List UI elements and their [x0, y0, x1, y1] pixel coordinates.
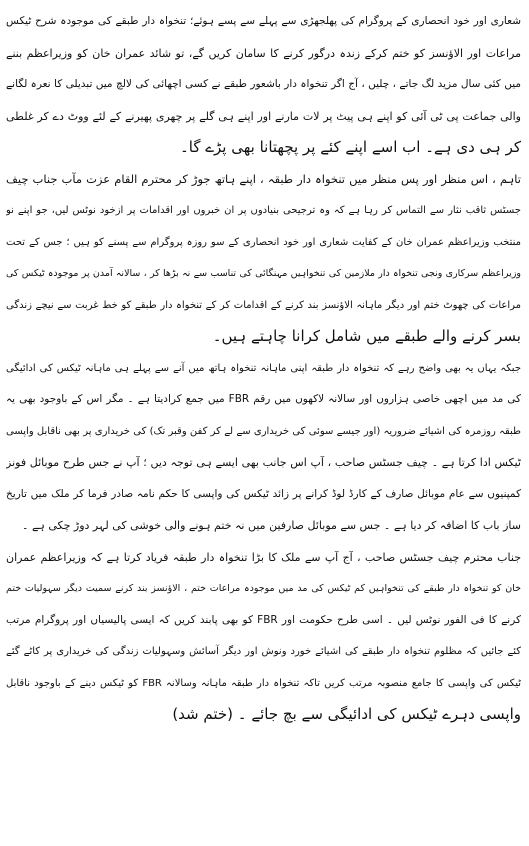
text-line: تاہم ، اس منظر اور پس منظر میں تنخواہ دار طبقہ ، اپنے ہاتھ جوڑ کر محترم القام عزت مآب جناب چیف — [6, 171, 521, 186]
text-line: بسر کرنے والے طبقے میں شامل کرانا چاہتے ہیں۔ — [212, 327, 521, 345]
text-line: کئے جائیں کہ مظلوم تنخواہ دار طبقے کی اشیائے خورد ونوش اور دیگر آسائش وسہولیات زندگی کی خریداری پر کاٹے گئے — [6, 646, 521, 657]
text-line: ٹیکس ادا کرتا ہے ۔ چیف جسٹس صاحب ، آپ اس جانب بھی ایسے ہی توجہ دیں ؛ آپ نے جس طرح موبائل فونز — [6, 456, 521, 469]
text-line: طبقہ روزمرہ کی اشیائے ضروریہ (اور جیسے سوئی کی خریداری سے لے کر کفن وقبر تک) کی خریداری پر بھی ناقابل واپسی — [6, 425, 521, 437]
text-line: مراعات کی چھوٹ ختم اور دیگر ماہانہ الاؤنسز بند کرنے کے اقدامات کر کے تنخواہ دار طبقے کو خط غربت سے نیچے زندگی — [6, 299, 521, 311]
text-line: جبکہ یہاں یہ بھی واضح رہے کہ تنخواہ دار طبقہ اپنی ماہانہ تنخواہ ہاتھ میں آنے سے پہلے ہی ماہانہ ٹیکس کی ادائیگی — [6, 362, 521, 374]
text-line: ساز باب کا اضافہ کر دیا ہے ۔ جس سے موبائل صارفین میں نہ ختم ہونے والی خوشی کی لہر دوڑ چکی ہے ۔ — [22, 519, 521, 532]
text-line: جناب محترم چیف جسٹس صاحب ، آج آپ سے ملک کا بڑا تنخواہ دار طبقہ فریاد کرتا ہے کہ وزیراعظم عمران — [6, 550, 521, 564]
text-line: جسٹس ثاقب نثار سے التماس کر رہا ہے کہ وہ ترجیحی بنیادوں پر ان خبروں اور اقدامات پر ازخود نوٹس لیں، جو اپنے نو — [6, 205, 521, 216]
article-paragraph-1 — [6, 6, 521, 164]
text-line: مراعات اور الاؤنسز کو ختم کرکے زندہ درگور کرنے کا سامان کریں گے، تو شائد عمران خان کو وزیراعظم بننے — [6, 46, 521, 60]
article-paragraph-3 — [6, 353, 521, 542]
article-paragraph-2 — [6, 164, 521, 353]
text-line: وزیراعظم سرکاری ونجی تنخواہ دار ملازمین کی تنخواہیں مہنگائی کی تناسب سے نہ بڑھا کر ، سالانہ آمدن پر موجودہ ٹیکس کی — [6, 268, 521, 279]
text-line: منتخب وزیراعظم عمران خان کے کفایت شعاری اور خود انحصاری کے سو روزہ پروگرام سے پسنے کو ہیں ؛ جس کے تحت — [6, 236, 521, 248]
text-line: ٹیکس کی واپسی کا جامع منصوبہ مرتب کریں تاکہ تنخواہ دار طبقہ ماہانہ وسالانہ FBR کو ٹیکس دینے کے باوجود ناقابل — [6, 677, 521, 689]
article-paragraph-4 — [6, 542, 521, 731]
text-line: کی مد میں اچھی خاصی ہزاروں اور سالانہ لاکھوں میں رقم FBR میں جمع کرادیتا ہے ۔ مگر اس کے باوجود بھی یہ — [6, 393, 521, 405]
text-line: خان کو تنخواہ دار طبقے کی تنخواہیں کم ٹیکس کی مد میں موجودہ مراعات ختم ، الاؤنسز بند کرنے سمیت دیگر سہولیات ختم — [6, 583, 521, 594]
text-line: میں کئی سال مزید لگ جاتے ، چلیں ، آج اگر تنخواہ دار باشعور طبقے نے کسی اچھائی کی لالچ میں تبدیلی کا نعرہ لگانے — [6, 78, 521, 90]
text-line: کمپنیوں سے عام موبائل صارف کے کارڈ لوڈ کرانے پر زائد ٹیکس کی واپسی کا حکم نامہ صادر فرما کر ملک میں تاریخ — [6, 487, 521, 500]
text-line: کر ہی دی ہے۔ اب اسے اپنے کئے پر پچھتانا بھی پڑے گا۔ — [179, 138, 521, 156]
text-line: شعاری اور خود انحصاری کے پروگرام کی پھلجھڑی سے پہلے سے پسے ہوئے؛ تنخواہ دار طبقے کی موجودہ شرح ٹیکس — [6, 15, 521, 27]
text-line: والی جماعت پی ٹی آئی کو اپنے ہی پیٹ پر لات مارنے اور اپنے ہی گلے پر چھری پھیرنے کے لئے ووٹ دے کر غلطی — [6, 109, 521, 123]
text-line: واپسی دہرے ٹیکس کی ادائیگی سے بچ جائے ۔ (ختم شد) — [172, 705, 521, 723]
text-line: کرنے کا فی الفور نوٹس لیں ۔ اسی طرح حکومت اور FBR کو بھی پابند کریں کہ ایسی پالیسیاں اور پروگرام مرتب — [6, 613, 521, 626]
